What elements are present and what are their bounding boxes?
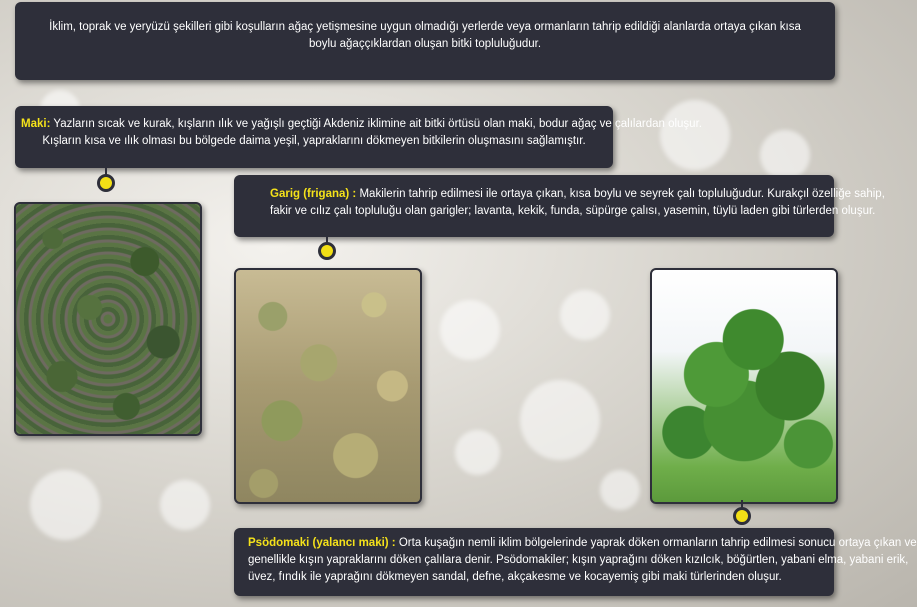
maki-photo — [14, 202, 202, 436]
background-bokeh — [455, 430, 500, 475]
psodomaki-text-2: genellikle kışın yapraklarını döken çalılara denir. Psödomakiler; kışın yaprağını döken kızılcık, böğürtlen, yabani elma, yabani erik, — [248, 554, 909, 566]
maki-text-1: Yazların sıcak ve kurak, kışların ılık ve yağışlı geçtiği Akdeniz iklimine ait bitki örtüsü olan maki, bodur ağaç ve çalılardan oluşur. — [53, 118, 702, 130]
psodomaki-line-1 — [248, 535, 917, 552]
psodomaki-connector-dot — [733, 507, 751, 525]
background-bokeh — [30, 470, 100, 540]
maki-line-1 — [21, 116, 702, 133]
psodomaki-text-1: Orta kuşağın nemli iklim bölgelerinde yaprak döken ormanların tahrip edilmesi sonucu ortaya çıkan ve — [398, 537, 917, 549]
background-bokeh — [520, 380, 600, 460]
background-bokeh — [600, 470, 640, 510]
garig-photo — [234, 268, 422, 504]
garig-line-1 — [270, 186, 885, 203]
psodomaki-box — [234, 528, 917, 596]
garig-box — [234, 175, 885, 237]
maki-box — [15, 106, 702, 168]
background-bokeh — [160, 480, 210, 530]
psodomaki-text-3: üvez, fındık ile yaprağını dökmeyen sandal, defne, akçakesme ve kocayemiş gibi maki türlerinden oluşur. — [248, 571, 782, 583]
psodomaki-term: Psödomaki (yalancı maki) : — [248, 537, 396, 549]
background-bokeh — [560, 290, 610, 340]
background-bokeh — [440, 300, 500, 360]
maki-term: Maki: — [21, 118, 51, 130]
garig-text-2: fakir ve cılız çalı topluluğu olan garigler; lavanta, kekik, funda, süpürge çalısı, yasemin, tüylü laden gibi türlerden oluşur. — [270, 205, 876, 217]
garig-text-1: Makilerin tahrip edilmesi ile ortaya çıkan, kısa boylu ve seyrek çalı topluluğudur. Kurakçıl özelliğe sahip, — [359, 188, 885, 200]
maki-text-2: Kışların kısa ve ılık olması bu bölgede daima yeşil, yapraklarını dökmeyen bitkilerin oluşmasını sağlamıştır. — [42, 135, 586, 147]
background-bokeh — [660, 100, 730, 170]
garig-term: Garig (frigana) : — [270, 188, 357, 200]
background-bokeh — [760, 130, 810, 180]
garig-connector-dot — [318, 242, 336, 260]
header-definition-text: İklim, toprak ve yeryüzü şekilleri gibi koşulların ağaç yetişmesine uygun olmadığı yerlerde veya ormanların tahrip edildiği alanlarda ortaya çıkan kısa boylu ağaççıklardan oluşan bitki topluluğudur. — [49, 21, 801, 50]
maki-connector-dot — [97, 174, 115, 192]
psodomaki-photo — [650, 268, 838, 504]
header-definition-box — [15, 2, 835, 80]
